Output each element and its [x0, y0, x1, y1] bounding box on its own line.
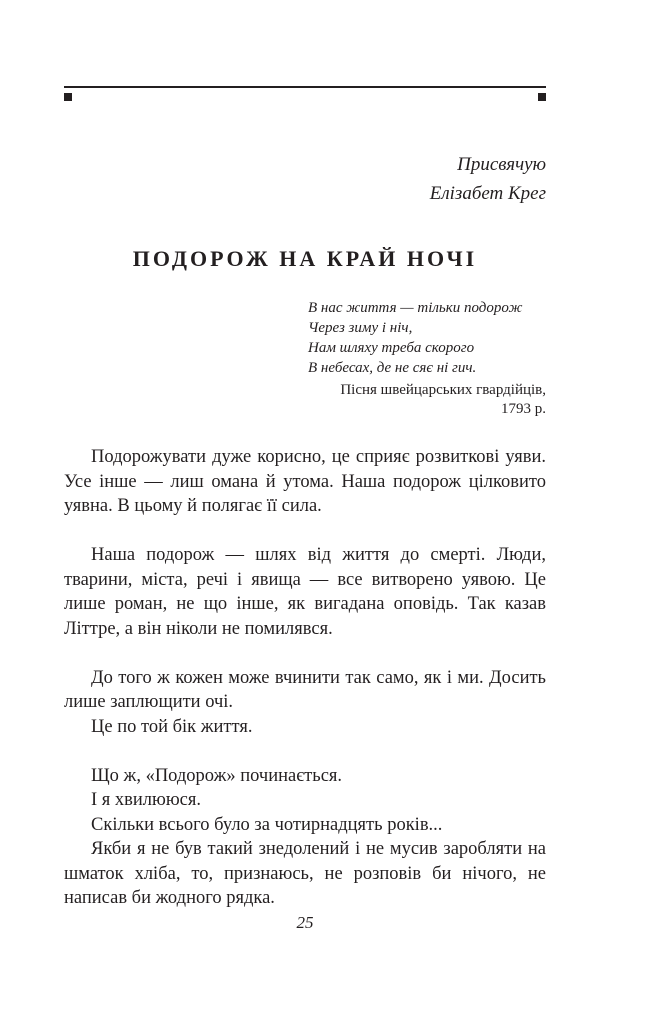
- dedication-line-2: Елізабет Крег: [429, 183, 546, 204]
- paragraph: Скільки всього було за чотирнадцять років...: [91, 814, 443, 835]
- epigraph-line: Нам шляху треба скорого: [308, 340, 475, 356]
- epigraph-source: [340, 381, 546, 419]
- dedication: [430, 150, 546, 208]
- paragraph: І я хвилююся.: [91, 790, 202, 810]
- epigraph-source-line-2: 1793 р.: [501, 401, 546, 417]
- page-number: 25: [296, 913, 314, 932]
- chapter-title: ПОДОРОЖ НА КРАЙ НОЧІ: [132, 246, 478, 271]
- paragraph: Подорожувати дуже корисно, це сприяє розвиткові уяви. Усе інше — лиш омана й утома. Наша подорож цілковито уявна. В цьому й полягає її сила.: [64, 447, 546, 516]
- dedication-line-1: Присвячую: [457, 154, 546, 175]
- paragraph: Це по той бік життя.: [91, 716, 253, 737]
- left-corner-mark: [64, 93, 72, 101]
- paragraph: Що ж, «Подорож» починається.: [91, 765, 343, 786]
- epigraph-line: Через зиму і ніч,: [308, 320, 413, 336]
- right-corner-mark: [538, 93, 546, 101]
- header-rule: [64, 86, 546, 88]
- paragraph: Якби я не був такий знедолений і не мусив заробляти на шматок хліба, то, признаюсь, не розповів би нічого, не написав би жодного рядка.: [64, 839, 546, 908]
- epigraph-line: В небесах, де не сяє ні гич.: [308, 360, 477, 376]
- paragraph: Наша подорож — шлях від життя до смерті. Люди, тварини, міста, речі і явища — все витворено уявою. Це лише роман, не що інше, як вигадана оповідь. Так казав Літтре, а він ніколи не помилявся.: [64, 545, 546, 639]
- epigraph-line: В нас життя — тільки подорож: [308, 300, 523, 316]
- epigraph-source-line-1: Пісня швейцарських гвардійців,: [340, 382, 546, 398]
- body-text: [64, 445, 546, 911]
- paragraph: До того ж кожен може вчинити так само, як і ми. Досить лише заплющити очі.: [64, 667, 546, 712]
- epigraph: [308, 298, 558, 378]
